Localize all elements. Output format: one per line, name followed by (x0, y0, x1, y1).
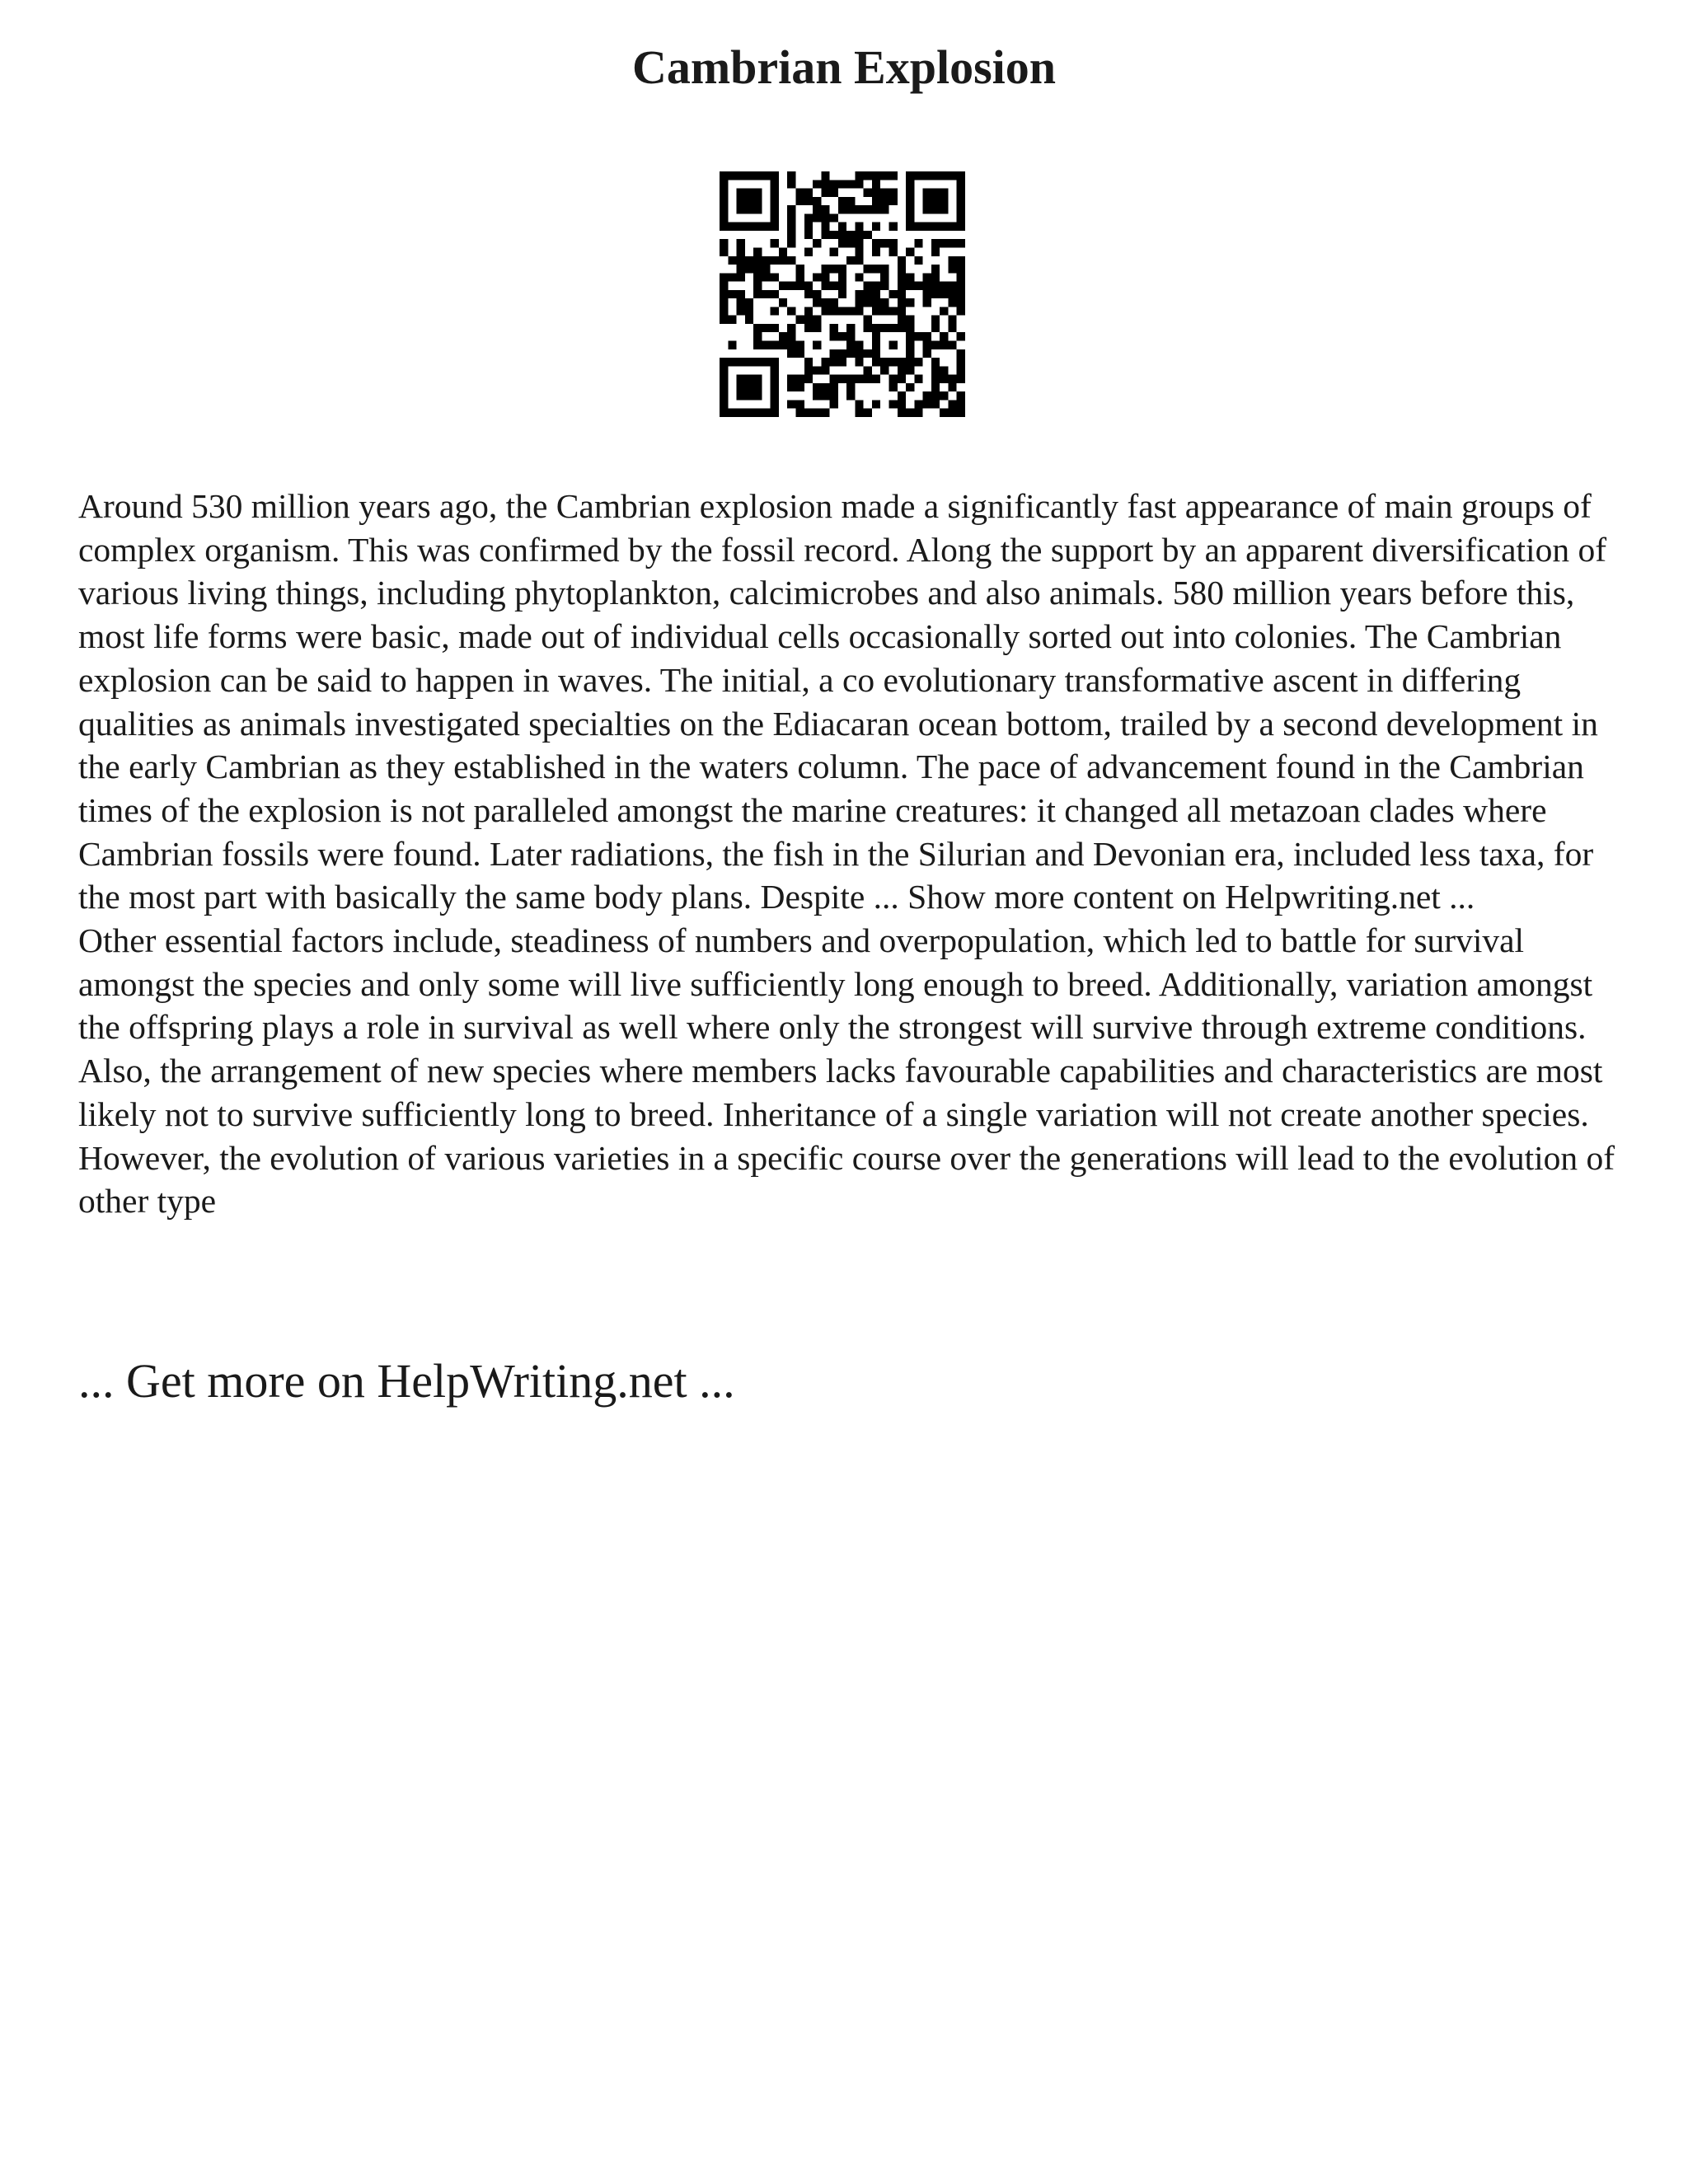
qr-code-icon (720, 171, 965, 417)
qr-code (720, 171, 965, 417)
paragraph-1: Around 530 million years ago, the Cambrian explosion made a significantly fast appearance of main groups of complex organism. This was confirmed by the fossil record. Along the support by an apparent diversification of various living things, including phytoplankton, calcimicrobes and also animals. 580 million years before this, most life forms were basic, made out of individual cells occasionally sorted out into colonies. The Cambrian explosion can be said to happen in waves. The initial, a co evolutionary transformative ascent in differing qualities as animals investigated specialties on the Ediacaran ocean bottom, trailed by a second development in the early Cambrian as they established in the waters column. The pace of advancement found in the Cambrian times of the explosion is not paralleled amongst the marine creatures: it changed all metazoan clades where Cambrian fossils were found. Later radiations, the fish in the Silurian and Devonian era, included less taxa, for the most part with basically the same body plans. Despite ... Show more content on Helpwriting.net ... (78, 487, 1607, 916)
article-body (78, 485, 1628, 1223)
paragraph-2: Other essential factors include, steadiness of numbers and overpopulation, which led to battle for survival amongst the species and only some will live sufficiently long enough to breed. Additionally, variation amongst the offspring plays a role in survival as well where only the strongest will survive through extreme conditions. Also, the arrangement of new species where members lacks favourable capabilities and characteristics are most likely not to survive sufficiently long to breed. Inheritance of a single variation will not create another species. However, the evolution of various varieties in a specific course over the generations will lead to the evolution of other type (78, 921, 1615, 1221)
get-more-link[interactable]: ... Get more on HelpWriting.net ... (78, 1354, 735, 1408)
page-title: Cambrian Explosion (631, 40, 1057, 94)
